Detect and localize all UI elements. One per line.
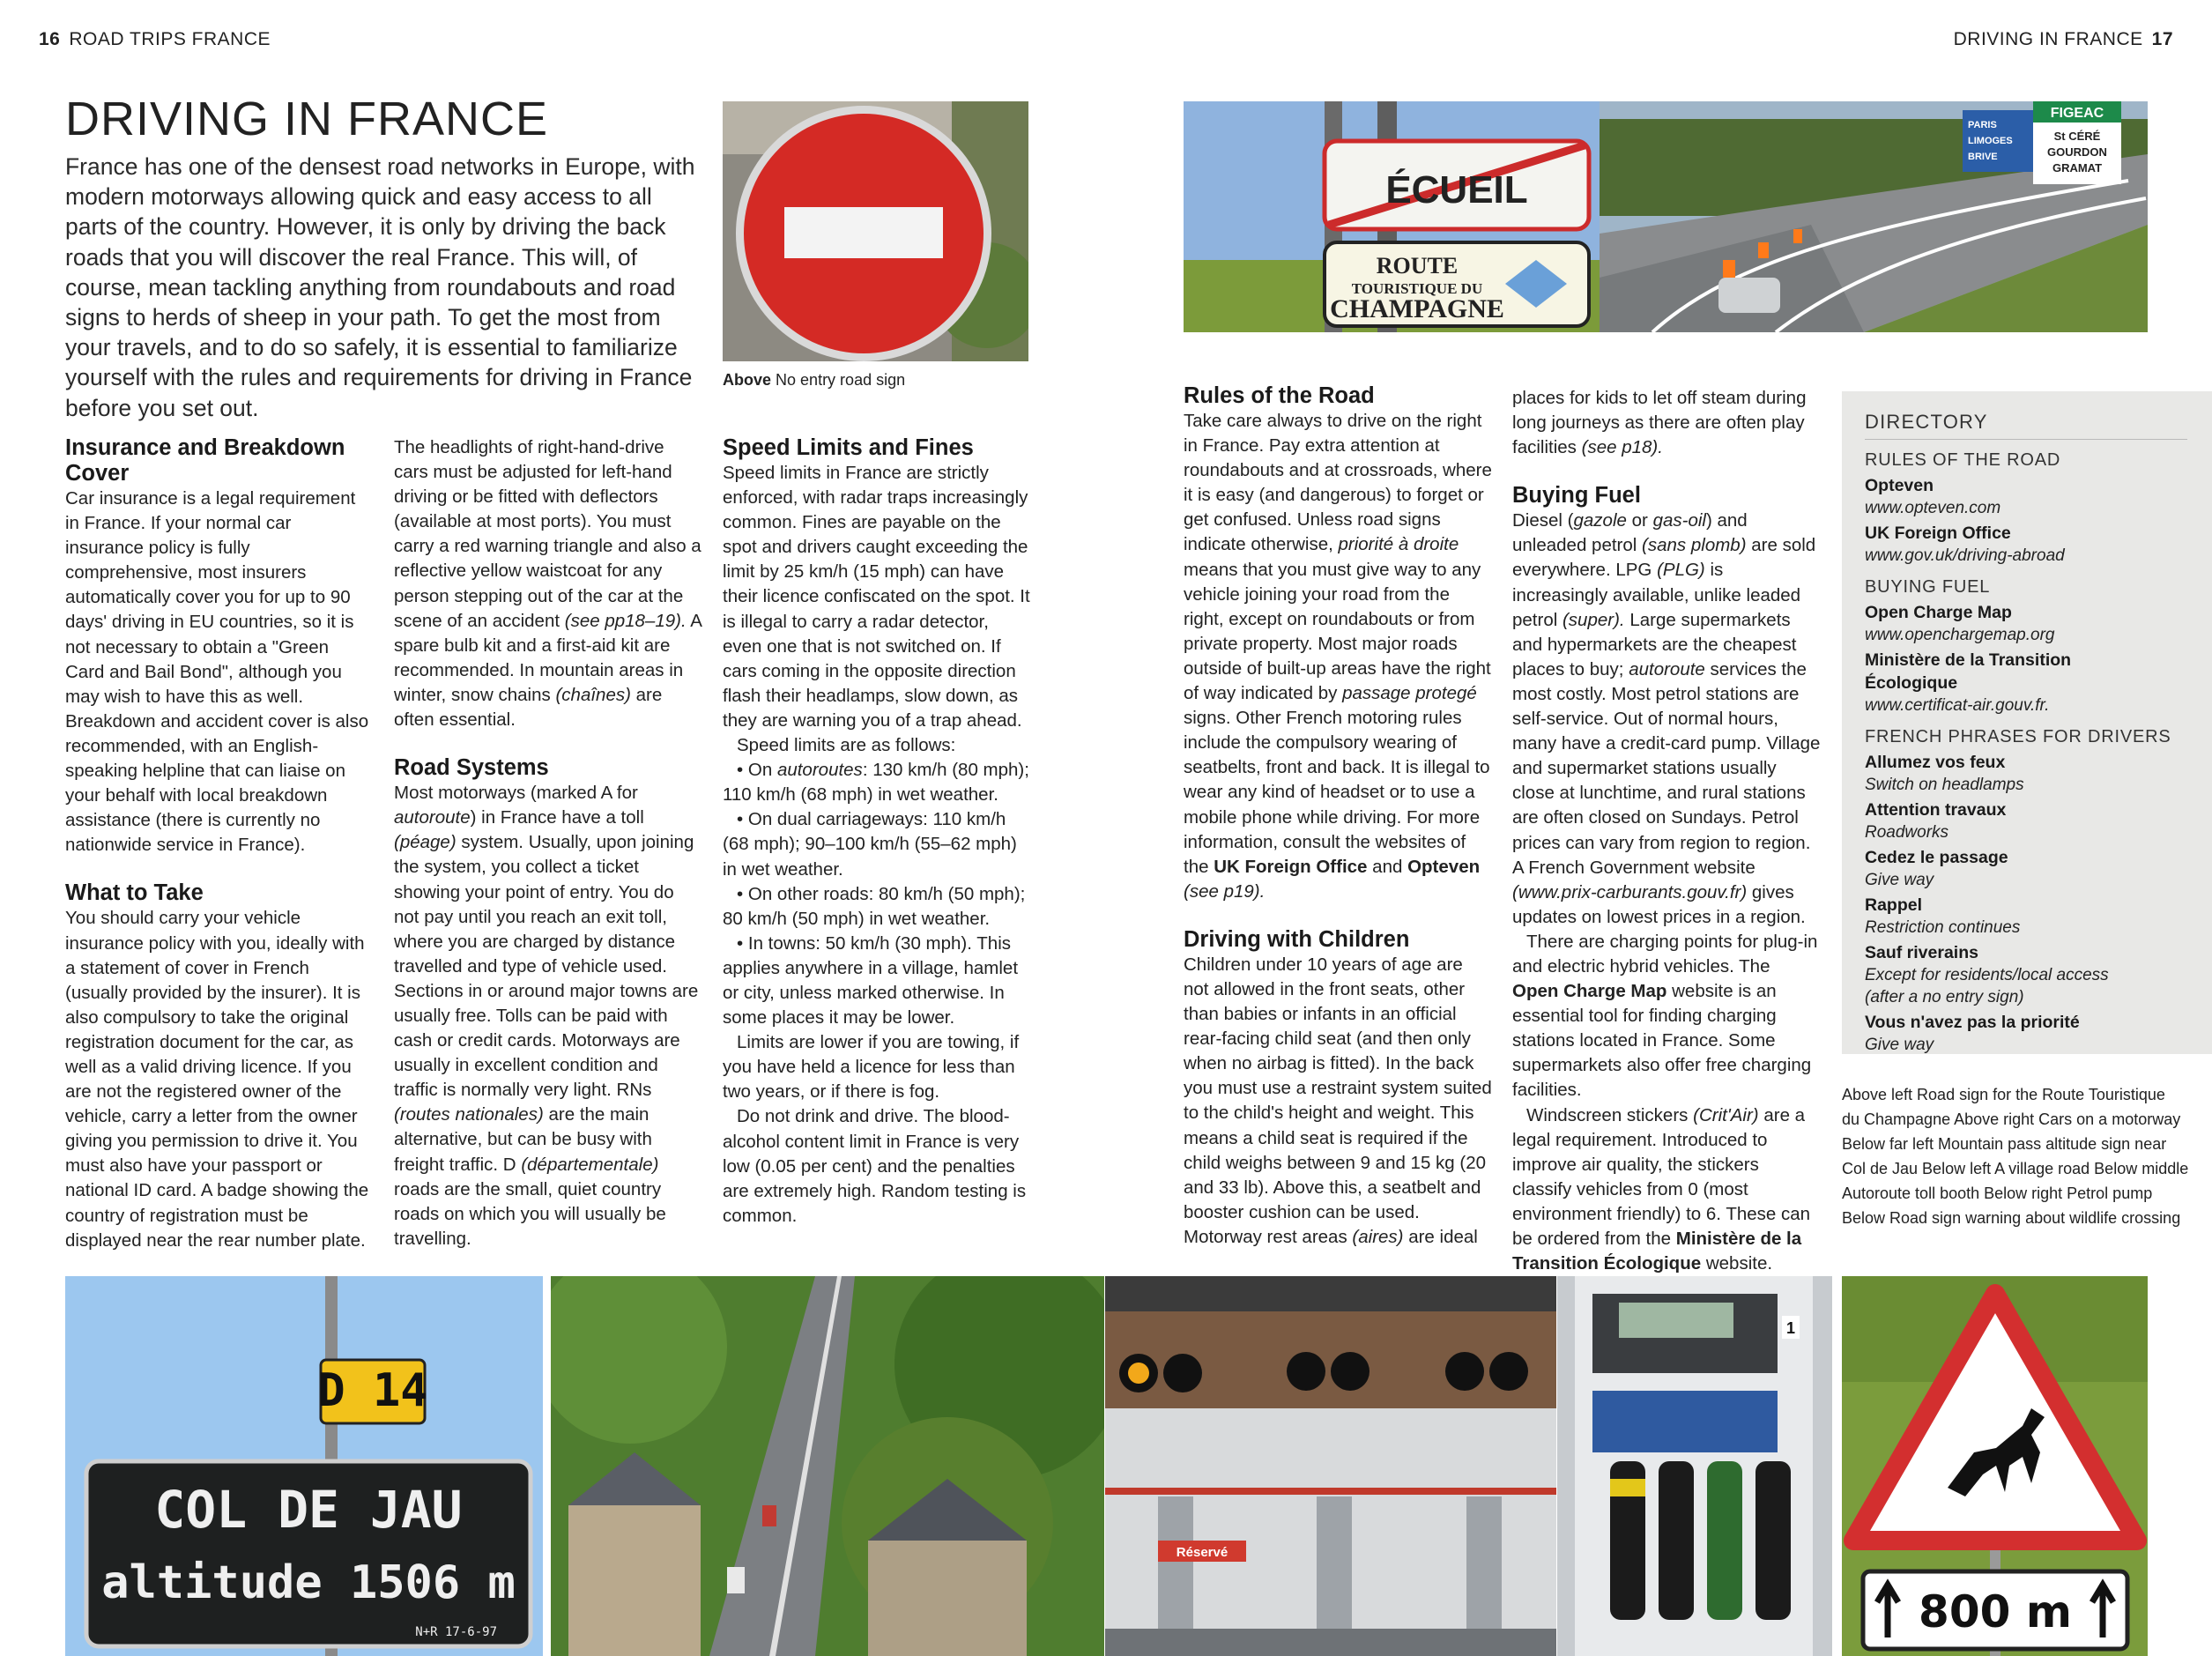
heading-road-systems: Road Systems	[394, 755, 549, 781]
column-3	[723, 435, 1031, 1229]
paragraph-speed-3: Limits are lower if you are towing, if you have held a licence for less than two years, or if there is fog.	[723, 1032, 1020, 1103]
directory-heading: DIRECTORY	[1865, 411, 2187, 440]
photo-petrol-pump	[1557, 1276, 1832, 1656]
speed-bullet-4: • In towns: 50 km/h (30 mph). This applies anywhere in a village, hamlet or city, unless marked otherwise. In some places it may be lower.	[723, 932, 1019, 1029]
photo-village-road	[551, 1276, 1104, 1656]
sign-route-2: TOURISTIQUE DU	[1351, 280, 1483, 297]
link-uk-foreign-office[interactable]: www.gov.uk/driving-abroad	[1865, 546, 2065, 565]
paragraph-rules: Take care always to drive on the right in France. Pay extra attention at roundabouts and at crossroads, where it is easy (and dangerous) to forget or get confused. Unless road signs indicate otherwise, priorité à droite means that you must give way to any vehicle joining your road from the right, except on roundabouts or from private property. Most major roads outside of built-up areas have the right of way indicated by passage protegé signs. Other French motoring rules include the compulsory wearing of seatbelts, front and back. It is illegal to wear any kind of headset or to use a mobile phone while driving. For more information, consult the websites of the UK Foreign Office and Opteven (see p19).	[1184, 411, 1492, 902]
paragraph-fuel-3: Windscreen stickers (Crit'Air) are a legal requirement. Introduced to improve air quality, the stickers classify vehicles from 0 (most environment friendly) to 6. These can be ordered from the Ministère de la Transition Écologique website.	[1512, 1104, 1811, 1274]
paragraph-speed-1: Speed limits in France are strictly enforced, with radar traps increasingly common. Fines are payable on the spot and drivers caught exceeding the limit by 25 km/h (15 mph) can have their licence confiscated on the spot. It is illegal to carry a radar detector, even one that is not switched on. If cars coming in the opposite direction flash their headlamps, slow down, as they are warning you of a trap ahead.	[723, 463, 1030, 731]
link-opteven[interactable]: www.opteven.com	[1865, 499, 2001, 517]
page-number-left: 16	[39, 29, 61, 49]
photo-deer-warning-sign	[1842, 1276, 2148, 1656]
directory-section-fuel: BUYING FUEL	[1865, 577, 1991, 597]
paragraph-road-systems: Most motorways (marked A for autoroute) in France have a toll (péage) system. Usually, upon joining the system, you collect a ticket showing your point of entry. You do not pay until you reach an exit toll, where you are charged by distance travelled and type of vehicle used. Sections in or around major towns are usually free. Tolls can be paid with cash or credit cards. Motorways are usually in excellent condition and traffic is normally very light. RNs (routes nationales) are the main alternative, but can be busy with freight traffic. D (départementale) roads are the small, quiet country roads on which you will usually be travelling.	[394, 783, 699, 1249]
paragraph-what-to-take: You should carry your vehicle insurance policy with you, ideally with a statement of cover in French (usually provided by the insurer). It is also compulsory to take the original registration document for the car, as well as a valid driving licence. If you are not the registered owner of the vehicle, carry a letter from the owner giving you permission to drive it. You must also have your passport or national ID card. A badge showing the country of registration must be displayed near the rear number plate.	[65, 908, 369, 1251]
column-4	[1184, 383, 1492, 1250]
caption-above: Above No entry road sign	[723, 371, 906, 389]
running-title-left: ROAD TRIPS FRANCE	[69, 29, 271, 49]
svg-text:BRIVE: BRIVE	[1968, 152, 1998, 162]
directory-panel: DIRECTORY RULES OF THE ROAD Opteven www.opteven.com UK Foreign Office www.gov.uk/driving-abroad BUYING FUEL Open Charge Map www.openchargemap.org Ministère de la Transition Écologique www.certificat-air.gouv.fr. FRENCH PHRASES FOR DRIVERS Allumez vos feux Switch on headlamps Attention travaux Roadworks Cedez le passage Give way Rappel Restriction continues Sauf riverains Except for residents/local access (after a no entry sign) Vous n'avez pas la priorité Give way	[1842, 391, 2212, 1054]
heading-insurance: Insurance and Breakdown Cover	[65, 435, 345, 486]
page-title: DRIVING IN FRANCE	[65, 93, 549, 145]
speed-bullet-3: • On other roads: 80 km/h (50 mph); 80 km/h (50 mph) in wet weather.	[723, 883, 1026, 929]
paragraph-fuel-2: There are charging points for plug-in and electric hybrid vehicles. The Open Charge Map website is an essential tool for finding charging stations located in France. Some supermarkets also offer free charging facilities.	[1512, 931, 1818, 1101]
sign-col-de-jau: COL DE JAU	[154, 1480, 463, 1540]
link-open-charge-map[interactable]: www.openchargemap.org	[1865, 626, 2055, 644]
column-5	[1512, 386, 1821, 1276]
svg-text:St CÉRÉ: St CÉRÉ	[2053, 130, 2101, 143]
sign-figeac: FIGEAC	[2050, 106, 2104, 121]
svg-text:PARIS: PARIS	[1968, 120, 1997, 130]
running-title-right: DRIVING IN FRANCE	[1953, 29, 2143, 49]
heading-buying-fuel: Buying Fuel	[1512, 483, 1641, 509]
sign-ecueil: ÉCUEIL	[1385, 168, 1528, 212]
page-number-right: 17	[2151, 29, 2173, 49]
column-2	[394, 435, 702, 1251]
photo-toll-booth	[1105, 1276, 1556, 1656]
photo-col-de-jau-sign	[65, 1276, 543, 1656]
photo-route-touristique-sign	[1184, 101, 1600, 332]
intro-paragraph: France has one of the densest road networks in Europe, with modern motorways allowing quick and easy access to all parts of the country. However, it is only by driving the back roads that you will discover the real France. This will, of course, mean tackling anything from roundabouts and road signs to herds of sheep in your path. To get the most from your travels, and to do so safely, it is essential to familiarize yourself with the rules and requirements for driving in France before you set out.	[65, 153, 695, 421]
link-certificat-air[interactable]: www.certificat-air.gouv.fr.	[1865, 696, 2050, 715]
paragraph-fuel-1: Diesel (gazole or gas-oil) and unleaded petrol (sans plomb) are sold everywhere. LPG (PLG) is increasingly available, unlike leaded petrol (super). Large supermarkets and hypermarkets are the cheapest places to buy; autoroute services the most costly. Most petrol stations are self-service. Out of normal hours, many have a credit-card pump. Village and supermarket stations usually close at lunchtime, and rural stations are often closed on Sundays. Petrol prices can vary from region to region. A French Government website (www.prix-carburants.gouv.fr) gives updates on lowest prices in a region.	[1512, 510, 1821, 927]
sign-route-3: CHAMPAGNE	[1330, 294, 1504, 323]
running-head-right	[1954, 29, 2173, 50]
sign-route-1: ROUTE	[1376, 253, 1459, 278]
paragraph-headlights: The headlights of right-hand-drive cars must be adjusted for left-hand driving or be fitted with deflectors (available at most ports). You must carry a red warning triangle and also a reflective yellow waistcoat for any person stepping out of the car at the scene of an accident (see pp18–19). A spare bulb kit and a first-aid kit are recommended. In mountain areas in winter, snow chains (chaînes) are often essential.	[394, 437, 701, 731]
directory-section-rules: RULES OF THE ROAD	[1865, 450, 2061, 470]
running-head-left	[39, 29, 271, 50]
svg-text:LIMOGES: LIMOGES	[1968, 136, 2013, 146]
directory-section-phrases: FRENCH PHRASES FOR DRIVERS	[1865, 727, 2171, 746]
paragraph-insurance: Car insurance is a legal requirement in France. If your normal car insurance policy is fully comprehensive, most insurers automatically cover you for up to 90 days' driving in EU countries, so it is not necessary to obtain a "Green Card and Bail Bond", although you may wish to have this as well. Breakdown and accident cover is also recommended, with an English-speaking helpline that can liaise on your behalf with local breakdown assistance (there is currently no nationwide service in France).	[65, 488, 369, 856]
caption-right: Above left Road sign for the Route Touristique du Champagne Above right Cars on a motorway Below far left Mountain pass altitude sign near Col de Jau Below left A village road Below middle Autoroute toll booth Below right Petrol pump Below Road sign warning about wildlife crossing	[1842, 1086, 2189, 1227]
sign-800m: 800 m	[1919, 1586, 2072, 1637]
paragraph-places: places for kids to let off steam during long journeys as there are often play facilities (see p18).	[1512, 388, 1807, 458]
column-1	[65, 435, 369, 1253]
paragraph-children: Children under 10 years of age are not allowed in the front seats, other than babies or infants in an official rear-facing child seat (and then only when no airbag is fitted). In the back you must use a restraint system suited to the child's height and weight. This means a child seat is required if the child weighs between 9 and 15 kg (20 and 33 lb). Above this, a seatbelt and booster cushion can be used. Motorway rest areas (aires) are ideal	[1184, 954, 1492, 1247]
paragraph-speed-4: Do not drink and drive. The blood-alcohol content limit in France is very low (0.05 per cent) and the penalties are extremely high. Random testing is common.	[723, 1106, 1027, 1226]
photo-no-entry-sign	[723, 101, 1028, 361]
svg-text:N+R 17-6-97: N+R 17-6-97	[415, 1625, 497, 1639]
heading-rules-of-road: Rules of the Road	[1184, 383, 1375, 408]
heading-speed-limits: Speed Limits and Fines	[723, 435, 974, 460]
speed-bullet-1: • On autoroutes: 130 km/h (80 mph); 110 km/h (68 mph) in wet weather.	[723, 760, 1029, 806]
photo-motorway	[1600, 101, 2148, 332]
svg-text:GOURDON: GOURDON	[2047, 145, 2107, 159]
heading-driving-children: Driving with Children	[1184, 926, 1410, 952]
heading-what-to-take: What to Take	[65, 880, 204, 906]
svg-text:GRAMAT: GRAMAT	[2052, 161, 2103, 175]
sign-d14: D 14	[317, 1364, 428, 1417]
pump-number: 1	[1785, 1319, 1796, 1337]
sign-altitude: altitude 1506 m	[101, 1556, 516, 1609]
sign-reserve: Réservé	[1176, 1545, 1228, 1560]
paragraph-speed-2: Speed limits are as follows:	[737, 735, 956, 756]
speed-bullet-2: • On dual carriageways: 110 km/h (68 mph); 90–100 km/h (55–62 mph) in wet weather.	[723, 809, 1017, 880]
